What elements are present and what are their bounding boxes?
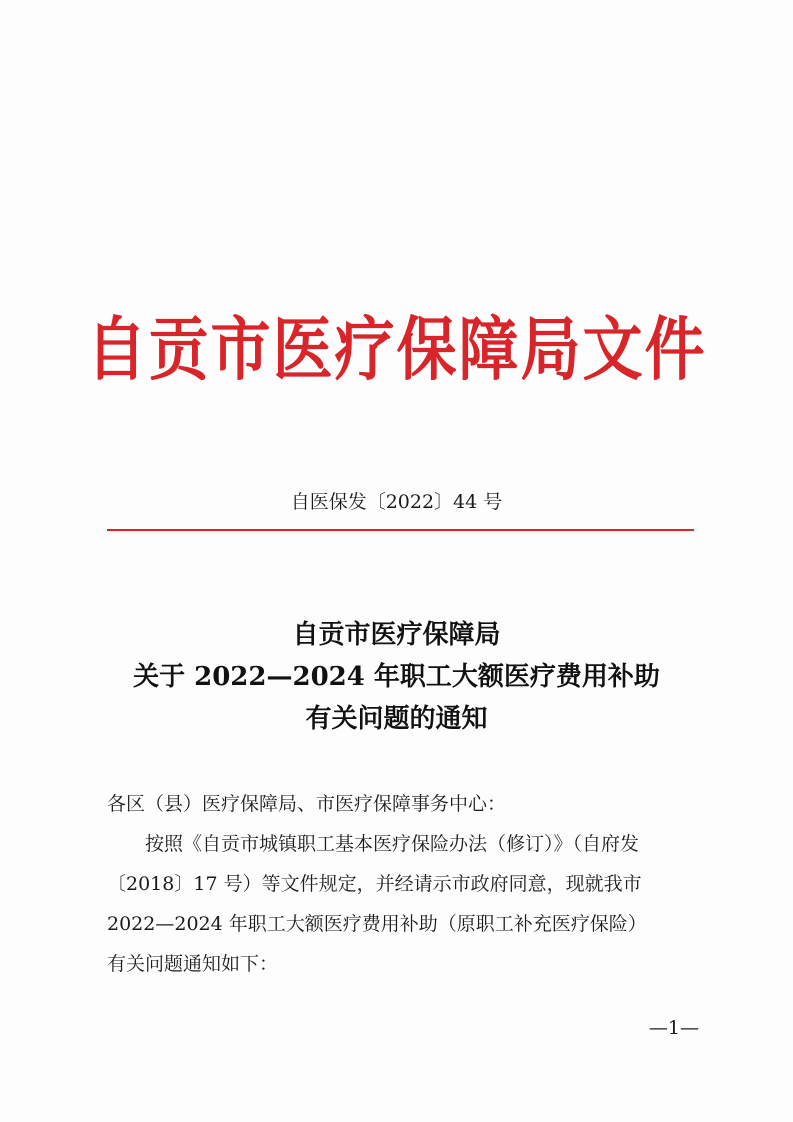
title-line-1: 自贡市医疗保障局 (292, 620, 501, 650)
paragraph-line-3: 2022—2024 年职工大额医疗费用补助（原职工补充医疗保险） (107, 913, 647, 935)
document-number: 自医保发〔2022〕44 号 (290, 491, 503, 513)
body-text (107, 784, 697, 984)
salutation: 各区（县）医疗保障局、市医疗保障事务中心： (107, 793, 507, 815)
paragraph-line-2: 〔2018〕17 号）等文件规定，并经请示市政府同意，现就我市 (107, 873, 642, 895)
notice-title (0, 614, 793, 740)
title-line-2: 关于 2022—2024 年职工大额医疗费用补助 (133, 662, 660, 692)
page-number: —1— (648, 1017, 699, 1039)
paragraph-line-4: 有关问题通知如下： (107, 953, 279, 975)
red-divider-line (107, 529, 694, 531)
org-header-title: 自贡市医疗保障局文件 (86, 309, 707, 391)
title-line-3: 有关问题的通知 (305, 704, 488, 734)
paragraph-line-1: 按照《自贡市城镇职工基本医疗保险办法（修订）》（自府发 (145, 833, 640, 855)
